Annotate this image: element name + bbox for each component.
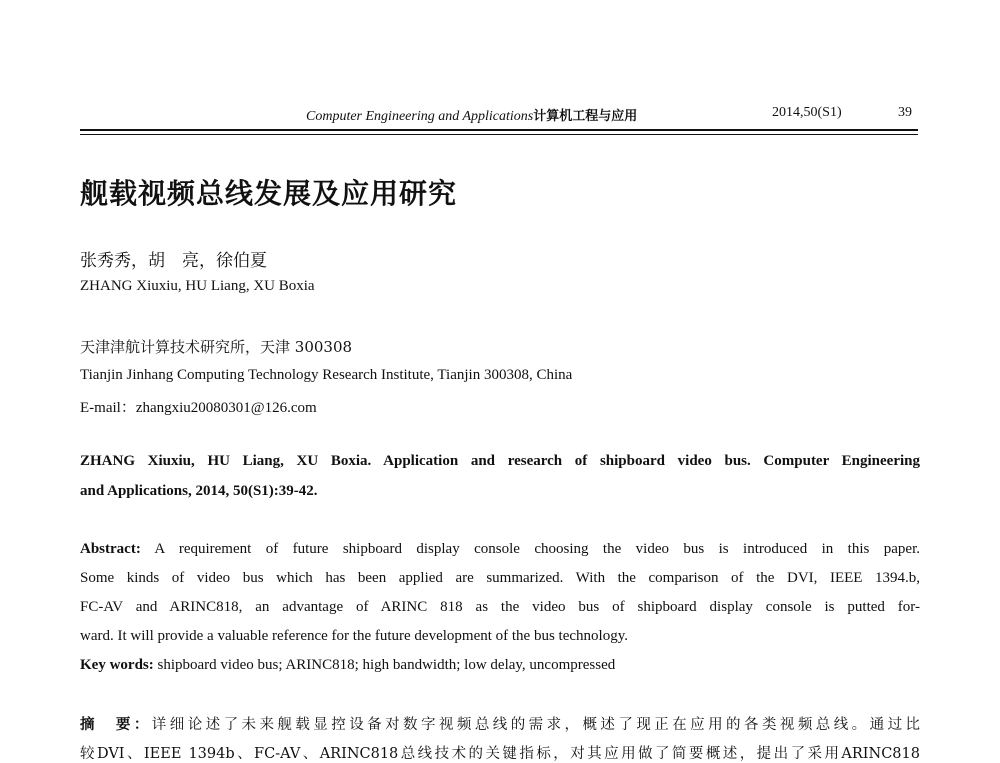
abstract-zh-label: 摘 要： <box>80 717 152 733</box>
running-header-journal <box>306 105 637 125</box>
header-rule-thick <box>80 129 918 131</box>
authors-zh: 张秀秀，胡 亮，徐伯夏 <box>80 251 267 271</box>
keywords-en <box>80 657 920 674</box>
authors-en: ZHANG Xiuxiu, HU Liang, XU Boxia <box>80 278 315 294</box>
abstract-en-line-2: Some kinds of video bus which has been applied are summarized. With the comparison of the DVI, IEEE 1394.b, <box>80 570 920 586</box>
abstract-en-line-1 <box>80 541 920 558</box>
paper-title: 舰载视频总线发展及应用研究 <box>80 177 458 210</box>
keywords-text: shipboard video bus; ARINC818; high bandwidth; low delay, uncompressed <box>153 657 616 673</box>
page-number: 39 <box>898 105 912 120</box>
header-rule-thin <box>80 134 918 135</box>
citation-line-1: ZHANG Xiuxiu, HU Liang, XU Boxia. Application and research of shipboard video bus. Computer Engineering <box>80 453 920 469</box>
abstract-en-line-4: ward. It will provide a valuable reference for the future development of the bus technology. <box>80 628 628 644</box>
abstract-en-line-3: FC-AV and ARINC818, an advantage of ARINC 818 as the video bus of shipboard display console is putted for- <box>80 599 920 615</box>
abstract-en-text-1: A requirement of future shipboard display console choosing the video bus is introduced in this paper. <box>140 541 920 557</box>
running-header-issue: 2014,50(S1) <box>772 105 842 120</box>
citation-line-2: and Applications, 2014, 50(S1):39-42. <box>80 483 318 499</box>
author-email: E-mail：zhangxiu20080301@126.com <box>80 400 317 416</box>
abstract-zh-line-1 <box>80 713 920 734</box>
keywords-label: Key words: <box>80 657 154 673</box>
journal-name-en: Computer Engineering and Applications <box>306 109 534 124</box>
journal-name-zh: 计算机工程与应用 <box>533 109 638 124</box>
affiliation-en: Tianjin Jinhang Computing Technology Research Institute, Tianjin 300308, China <box>80 367 573 383</box>
abstract-label: Abstract: <box>80 541 141 557</box>
abstract-zh-text-1: 详细论述了未来舰载显控设备对数字视频总线的需求，概述了现正在应用的各类视频总线。通过比 <box>151 717 921 733</box>
abstract-zh-line-2: 较DVI、IEEE 1394b、FC-AV、ARINC818总线技术的关键指标，对其应用做了简要概述，提出了采用ARINC818 <box>80 746 920 762</box>
affiliation-zh: 天津津航计算技术研究所，天津 300308 <box>80 338 353 356</box>
